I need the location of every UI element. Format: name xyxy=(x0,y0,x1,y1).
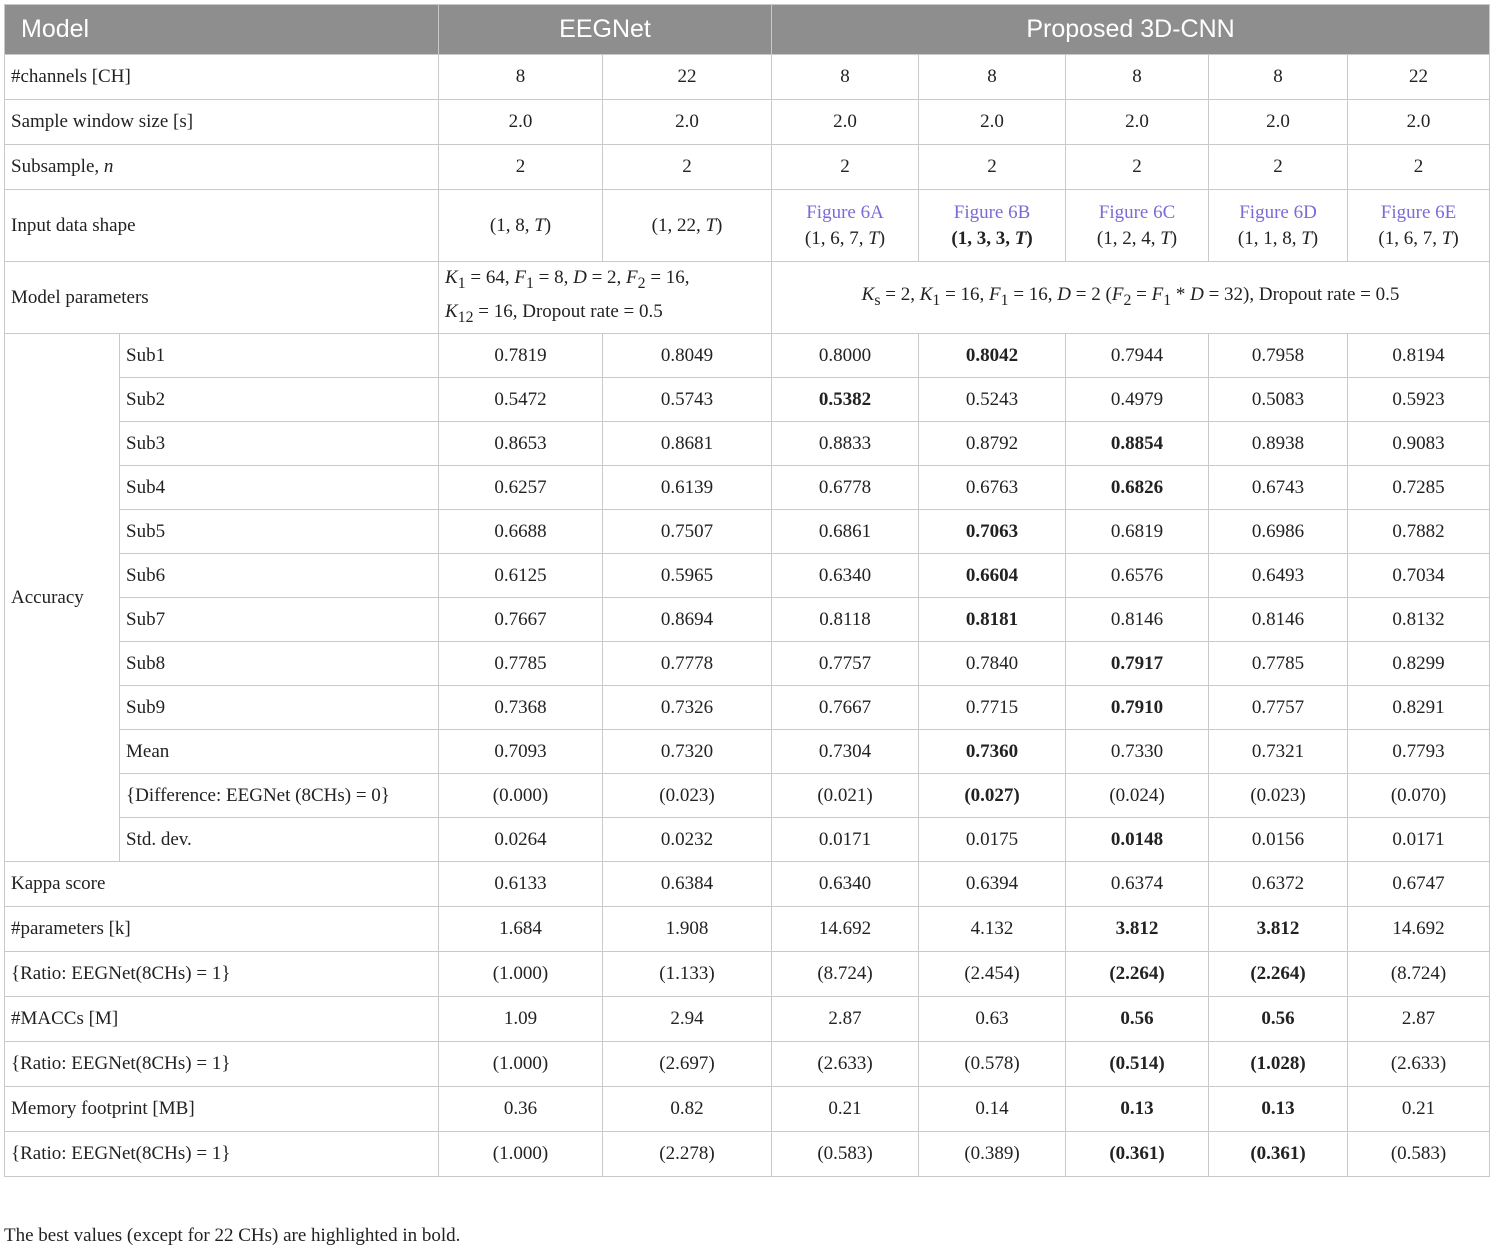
sub-label: Sub8 xyxy=(120,642,439,686)
accuracy-row xyxy=(5,510,1490,554)
value-cell: 0.7360 xyxy=(919,730,1066,774)
value-cell: 0.5243 xyxy=(919,378,1066,422)
value-cell: 4.132 xyxy=(919,907,1066,952)
value-cell: 0.0148 xyxy=(1066,818,1209,862)
value-cell: 0.6819 xyxy=(1066,510,1209,554)
memory-row xyxy=(5,1087,1490,1132)
row-label: Sample window size [s] xyxy=(5,100,439,145)
value-cell: 8 xyxy=(439,55,603,100)
maccs-ratio-row xyxy=(5,1042,1490,1087)
value-cell: (0.361) xyxy=(1209,1132,1348,1177)
value-cell xyxy=(1209,190,1348,262)
value-cell: (1.000) xyxy=(439,1042,603,1087)
value-cell: 0.6986 xyxy=(1209,510,1348,554)
value-cell: 2 xyxy=(439,145,603,190)
value-cell: 0.7757 xyxy=(1209,686,1348,730)
value-cell: 2.94 xyxy=(603,997,772,1042)
value-cell: 1.684 xyxy=(439,907,603,952)
sub-label: Sub5 xyxy=(120,510,439,554)
row-label: #MACCs [M] xyxy=(5,997,439,1042)
figure-link[interactable]: Figure 6A xyxy=(806,201,884,223)
accuracy-row xyxy=(5,554,1490,598)
value-cell: 0.5083 xyxy=(1209,378,1348,422)
value-cell: 0.7093 xyxy=(439,730,603,774)
row-label: {Ratio: EEGNet(8CHs) = 1} xyxy=(5,1132,439,1177)
accuracy-row xyxy=(5,378,1490,422)
value-cell: 3.812 xyxy=(1209,907,1348,952)
row-label: {Ratio: EEGNet(8CHs) = 1} xyxy=(5,952,439,997)
header-model: Model xyxy=(5,5,439,55)
value-cell: (1.000) xyxy=(439,1132,603,1177)
value-cell: 2 xyxy=(919,145,1066,190)
value-cell: 8 xyxy=(919,55,1066,100)
value-cell: 0.8042 xyxy=(919,334,1066,378)
value-cell xyxy=(1066,190,1209,262)
value-cell: 0.7285 xyxy=(1348,466,1490,510)
value-cell: 0.6826 xyxy=(1066,466,1209,510)
value-cell: 3.812 xyxy=(1066,907,1209,952)
value-cell: 0.7757 xyxy=(772,642,919,686)
figure-link[interactable]: Figure 6C xyxy=(1098,201,1176,223)
value-cell: 0.6139 xyxy=(603,466,772,510)
value-cell: 2 xyxy=(1348,145,1490,190)
value-cell: (0.583) xyxy=(772,1132,919,1177)
value-cell: (0.361) xyxy=(1066,1132,1209,1177)
value-cell: 0.14 xyxy=(919,1087,1066,1132)
value-cell: 0.13 xyxy=(1209,1087,1348,1132)
value-cell xyxy=(1348,190,1490,262)
value-cell: 0.6384 xyxy=(603,862,772,907)
accuracy-row xyxy=(5,730,1490,774)
header-eegnet: EEGNet xyxy=(439,5,772,55)
row-label: Model parameters xyxy=(5,262,439,334)
value-cell: 2.0 xyxy=(439,100,603,145)
value-cell: 0.7715 xyxy=(919,686,1066,730)
value-cell: 22 xyxy=(603,55,772,100)
value-cell: (1.133) xyxy=(603,952,772,997)
figure-link[interactable]: Figure 6D xyxy=(1239,201,1317,223)
subsample-row xyxy=(5,145,1490,190)
value-cell: (0.578) xyxy=(919,1042,1066,1087)
kappa-row xyxy=(5,862,1490,907)
value-cell: 2.0 xyxy=(772,100,919,145)
row-label: #channels [CH] xyxy=(5,55,439,100)
shape-value: (1, 1, 8, T) xyxy=(1237,227,1319,249)
sub-label: Sub6 xyxy=(120,554,439,598)
value-cell: 0.6743 xyxy=(1209,466,1348,510)
value-cell: 0.7304 xyxy=(772,730,919,774)
value-cell: 8 xyxy=(772,55,919,100)
value-cell: 0.5965 xyxy=(603,554,772,598)
value-cell: (0.024) xyxy=(1066,774,1209,818)
value-cell xyxy=(919,190,1066,262)
value-cell: 0.5472 xyxy=(439,378,603,422)
value-cell: 0.6133 xyxy=(439,862,603,907)
value-cell: 0.7667 xyxy=(439,598,603,642)
memory-ratio-row xyxy=(5,1132,1490,1177)
value-cell: 1.09 xyxy=(439,997,603,1042)
value-cell: 0.7667 xyxy=(772,686,919,730)
value-cell: 0.56 xyxy=(1066,997,1209,1042)
value-cell: 0.8299 xyxy=(1348,642,1490,686)
parameters-row xyxy=(5,907,1490,952)
figure-link[interactable]: Figure 6B xyxy=(953,201,1031,223)
sub-label: Sub9 xyxy=(120,686,439,730)
value-cell: 0.7944 xyxy=(1066,334,1209,378)
value-cell: 0.8118 xyxy=(772,598,919,642)
value-cell: 0.82 xyxy=(603,1087,772,1132)
value-cell: 0.21 xyxy=(1348,1087,1490,1132)
shape-value: (1, 2, 4, T) xyxy=(1096,227,1178,249)
value-cell: 0.7882 xyxy=(1348,510,1490,554)
sub-label: Sub7 xyxy=(120,598,439,642)
value-cell: 0.8938 xyxy=(1209,422,1348,466)
value-cell: 0.9083 xyxy=(1348,422,1490,466)
value-cell: 0.6861 xyxy=(772,510,919,554)
value-cell: 0.7063 xyxy=(919,510,1066,554)
value-cell: 0.6372 xyxy=(1209,862,1348,907)
value-cell: (2.633) xyxy=(772,1042,919,1087)
sub-label: Sub4 xyxy=(120,466,439,510)
sub-label: {Difference: EEGNet (8CHs) = 0} xyxy=(120,774,439,818)
row-label: Input data shape xyxy=(5,190,439,262)
value-cell: 0.6340 xyxy=(772,554,919,598)
value-cell: 0.7840 xyxy=(919,642,1066,686)
value-cell: 0.0171 xyxy=(772,818,919,862)
value-cell: 0.6778 xyxy=(772,466,919,510)
value-cell: 2 xyxy=(1066,145,1209,190)
row-label: Kappa score xyxy=(5,862,439,907)
value-cell: 0.8049 xyxy=(603,334,772,378)
value-cell: 0.8653 xyxy=(439,422,603,466)
results-table xyxy=(4,4,1490,1177)
value-cell: 2.0 xyxy=(1348,100,1490,145)
value-cell: (0.023) xyxy=(1209,774,1348,818)
value-cell: 0.13 xyxy=(1066,1087,1209,1132)
value-cell: 0.6257 xyxy=(439,466,603,510)
value-cell: 0.6747 xyxy=(1348,862,1490,907)
value-cell: 0.5382 xyxy=(772,378,919,422)
value-cell: 0.6576 xyxy=(1066,554,1209,598)
value-cell: 2.0 xyxy=(1066,100,1209,145)
value-cell: 0.7778 xyxy=(603,642,772,686)
value-cell: 0.7785 xyxy=(1209,642,1348,686)
value-cell: (0.000) xyxy=(439,774,603,818)
value-cell: 2.87 xyxy=(1348,997,1490,1042)
value-cell: 2 xyxy=(772,145,919,190)
accuracy-row xyxy=(5,818,1490,862)
value-cell: 0.7917 xyxy=(1066,642,1209,686)
value-cell: (2.264) xyxy=(1066,952,1209,997)
value-cell: 0.6493 xyxy=(1209,554,1348,598)
accuracy-row xyxy=(5,334,1490,378)
sub-label: Std. dev. xyxy=(120,818,439,862)
value-cell: (0.023) xyxy=(603,774,772,818)
input-shape-row xyxy=(5,190,1490,262)
value-cell: 0.6340 xyxy=(772,862,919,907)
accuracy-row xyxy=(5,686,1490,730)
proposed-params: $K_s = 2$, $K_1 = 16$, $F_1 = 16$, D = 2 $(F_2 = F_1 * D = 32)$, Dropout rate = 0.5 xyxy=(772,262,1490,334)
value-cell: (2.278) xyxy=(603,1132,772,1177)
value-cell: 0.7958 xyxy=(1209,334,1348,378)
value-cell: (0.021) xyxy=(772,774,919,818)
value-cell: (0.389) xyxy=(919,1132,1066,1177)
value-cell: 0.8694 xyxy=(603,598,772,642)
value-cell: 0.21 xyxy=(772,1087,919,1132)
value-cell: 0.8132 xyxy=(1348,598,1490,642)
value-cell: (1, 22, T) xyxy=(603,190,772,262)
row-label: {Ratio: EEGNet(8CHs) = 1} xyxy=(5,1042,439,1087)
table-footnote: The best values (except for 22 CHs) are highlighted in bold. xyxy=(4,1225,461,1246)
value-cell: 0.5923 xyxy=(1348,378,1490,422)
value-cell: 0.7793 xyxy=(1348,730,1490,774)
value-cell: 0.6604 xyxy=(919,554,1066,598)
value-cell: 0.8000 xyxy=(772,334,919,378)
value-cell: (0.027) xyxy=(919,774,1066,818)
value-cell: 0.63 xyxy=(919,997,1066,1042)
shape-value: (1, 6, 7, T) xyxy=(1378,227,1459,249)
value-cell: 0.0171 xyxy=(1348,818,1490,862)
value-cell: 0.7326 xyxy=(603,686,772,730)
value-cell: (0.583) xyxy=(1348,1132,1490,1177)
value-cell: 0.8146 xyxy=(1066,598,1209,642)
value-cell: 0.8291 xyxy=(1348,686,1490,730)
value-cell: 22 xyxy=(1348,55,1490,100)
row-label: #parameters [k] xyxy=(5,907,439,952)
value-cell: 2.0 xyxy=(1209,100,1348,145)
sub-label: Sub2 xyxy=(120,378,439,422)
value-cell: (0.514) xyxy=(1066,1042,1209,1087)
value-cell: 0.36 xyxy=(439,1087,603,1132)
value-cell: 2.0 xyxy=(919,100,1066,145)
accuracy-row xyxy=(5,598,1490,642)
value-cell: 0.56 xyxy=(1209,997,1348,1042)
value-cell: 0.8792 xyxy=(919,422,1066,466)
value-cell: 0.7785 xyxy=(439,642,603,686)
value-cell: 0.4979 xyxy=(1066,378,1209,422)
shape-value: (1, 6, 7, T) xyxy=(804,227,886,249)
value-cell: 0.7819 xyxy=(439,334,603,378)
channels-row xyxy=(5,55,1490,100)
sub-label: Sub3 xyxy=(120,422,439,466)
value-cell: 2.87 xyxy=(772,997,919,1042)
value-cell: (2.454) xyxy=(919,952,1066,997)
value-cell xyxy=(772,190,919,262)
value-cell: 0.7368 xyxy=(439,686,603,730)
row-label: Memory footprint [MB] xyxy=(5,1087,439,1132)
value-cell: (1.000) xyxy=(439,952,603,997)
value-cell: 8 xyxy=(1209,55,1348,100)
model-params-row xyxy=(5,262,1490,334)
value-cell: 0.8833 xyxy=(772,422,919,466)
value-cell: 1.908 xyxy=(603,907,772,952)
header-row xyxy=(5,5,1490,55)
value-cell: 0.7507 xyxy=(603,510,772,554)
value-cell: 0.6763 xyxy=(919,466,1066,510)
value-cell: 0.8181 xyxy=(919,598,1066,642)
accuracy-label: Accuracy xyxy=(5,334,120,862)
value-cell: 0.7910 xyxy=(1066,686,1209,730)
value-cell: (2.264) xyxy=(1209,952,1348,997)
sub-label: Mean xyxy=(120,730,439,774)
value-cell: (1, 8, T) xyxy=(439,190,603,262)
value-cell: 0.0175 xyxy=(919,818,1066,862)
shape-value: (1, 3, 3, T) xyxy=(951,227,1033,249)
value-cell: 0.7321 xyxy=(1209,730,1348,774)
window-row xyxy=(5,100,1490,145)
value-cell: 0.5743 xyxy=(603,378,772,422)
value-cell: 0.6374 xyxy=(1066,862,1209,907)
value-cell: 14.692 xyxy=(1348,907,1490,952)
value-cell: 8 xyxy=(1066,55,1209,100)
value-cell: 14.692 xyxy=(772,907,919,952)
value-cell: 0.7034 xyxy=(1348,554,1490,598)
value-cell: (8.724) xyxy=(772,952,919,997)
row-label: Subsample, n xyxy=(5,145,439,190)
sub-label: Sub1 xyxy=(120,334,439,378)
accuracy-row xyxy=(5,642,1490,686)
accuracy-row xyxy=(5,774,1490,818)
value-cell: 0.6394 xyxy=(919,862,1066,907)
value-cell: 0.7330 xyxy=(1066,730,1209,774)
param-ratio-row xyxy=(5,952,1490,997)
value-cell: 2.0 xyxy=(603,100,772,145)
figure-link[interactable]: Figure 6E xyxy=(1380,201,1457,223)
value-cell: 0.8146 xyxy=(1209,598,1348,642)
value-cell: 2 xyxy=(603,145,772,190)
value-cell: 0.8681 xyxy=(603,422,772,466)
value-cell: 0.6125 xyxy=(439,554,603,598)
value-cell: 2 xyxy=(1209,145,1348,190)
value-cell: 0.8854 xyxy=(1066,422,1209,466)
value-cell: (0.070) xyxy=(1348,774,1490,818)
value-cell: 0.7320 xyxy=(603,730,772,774)
accuracy-row xyxy=(5,466,1490,510)
accuracy-row xyxy=(5,422,1490,466)
eegnet-params: $K_1 = 64$, $F_1 = 8$, D = 2, $F_2 = 16$, $K_{12} = 16$, Dropout rate = 0.5 xyxy=(439,262,772,334)
value-cell: 0.0156 xyxy=(1209,818,1348,862)
value-cell: 0.0264 xyxy=(439,818,603,862)
value-cell: 0.8194 xyxy=(1348,334,1490,378)
value-cell: (2.697) xyxy=(603,1042,772,1087)
value-cell: 0.6688 xyxy=(439,510,603,554)
value-cell: (8.724) xyxy=(1348,952,1490,997)
value-cell: 0.0232 xyxy=(603,818,772,862)
header-proposed: Proposed 3D-CNN xyxy=(772,5,1490,55)
value-cell: (2.633) xyxy=(1348,1042,1490,1087)
maccs-row xyxy=(5,997,1490,1042)
value-cell: (1.028) xyxy=(1209,1042,1348,1087)
